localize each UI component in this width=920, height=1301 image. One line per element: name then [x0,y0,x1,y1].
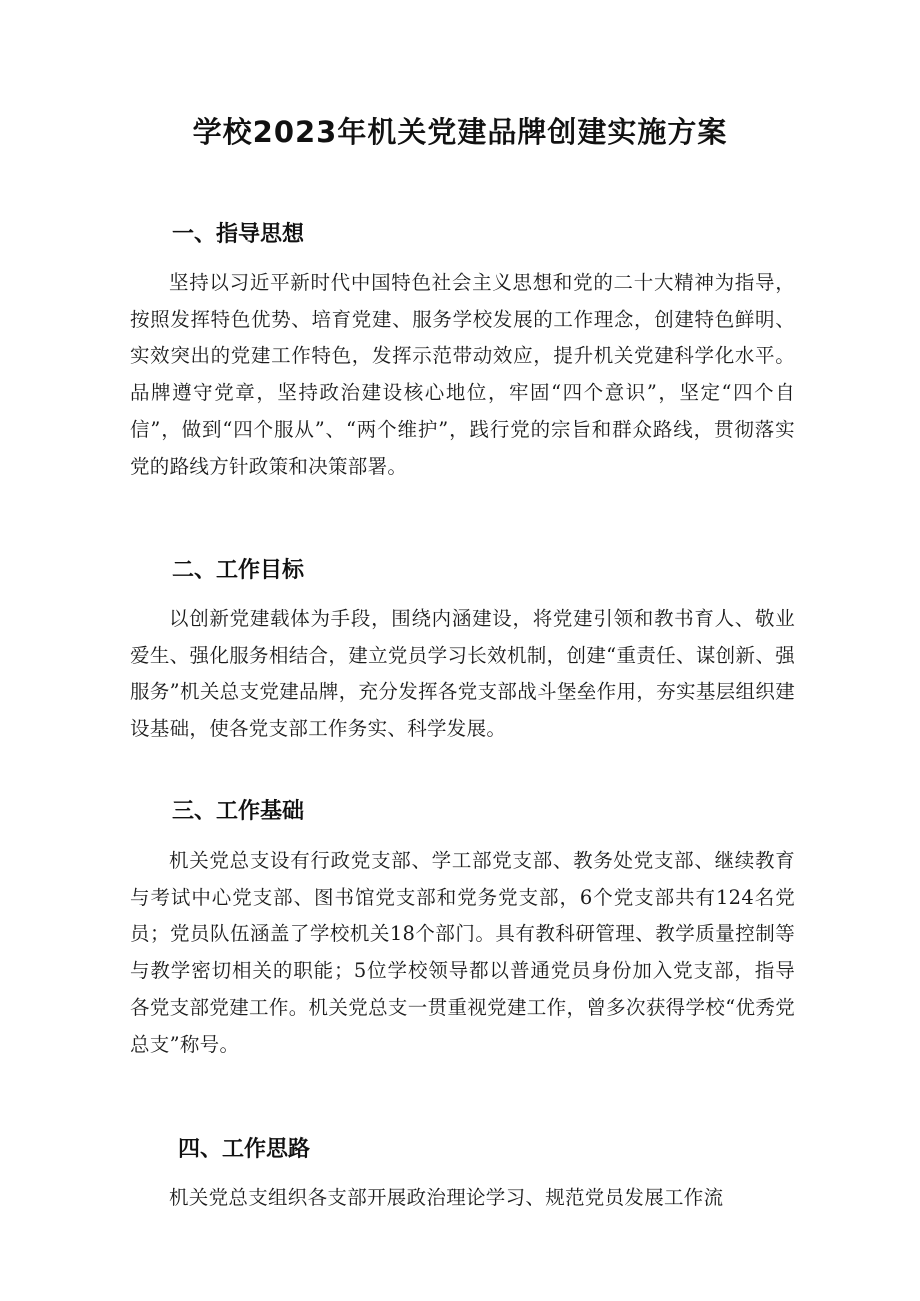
section-body-work-approach: 机关党总支组织各支部开展政治理论学习、规范党员发展工作流 [169,1186,724,1209]
section-body-work-goals: 以创新党建载体为手段，围绕内涵建设，将党建引领和教书育人、敬业爱生、强化服务相结合，建立党员学习长效机制，创建“重责任、谋创新、强服务”机关总支党建品牌，充分发挥各党支部战斗堡垒作用，夯实基层组织建设基础，使各党支部工作务实、科学发展。 [130,607,795,741]
section-heading-work-goals: 二、工作目标 [172,558,305,583]
section-heading-work-foundation: 三、工作基础 [172,799,305,824]
document-title: 学校2023年机关党建品牌创建实施方案 [192,115,728,149]
section-body-work-foundation: 机关党总支设有行政党支部、学工部党支部、教务处党支部、继续教育与考试中心党支部、图书馆党支部和党务党支部，6个党支部共有124名党员；党员队伍涵盖了学校机关18个部门。具有教科研管理、教学质量控制等与教学密切相关的职能；5位学校领导都以普通党员身份加入党支部，指导各党支部党建工作。机关党总支一贯重视党建工作，曾多次获得学校“优秀党总支”称号。 [130,849,795,1056]
section-heading-guiding-ideology: 一、指导思想 [172,222,305,247]
section-heading-work-approach: 四、工作思路 [178,1137,311,1162]
section-body-guiding-ideology: 坚持以习近平新时代中国特色社会主义思想和党的二十大精神为指导，按照发挥特色优势、培育党建、服务学校发展的工作理念，创建特色鲜明、实效突出的党建工作特色，发挥示范带动效应，提升机关党建科学化水平。品牌遵守党章，坚持政治建设核心地位，牢固“四个意识”，坚定“四个自信”，做到“四个服从”、“两个维护”，践行党的宗旨和群众路线，贯彻落实党的路线方针政策和决策部署。 [130,271,795,478]
